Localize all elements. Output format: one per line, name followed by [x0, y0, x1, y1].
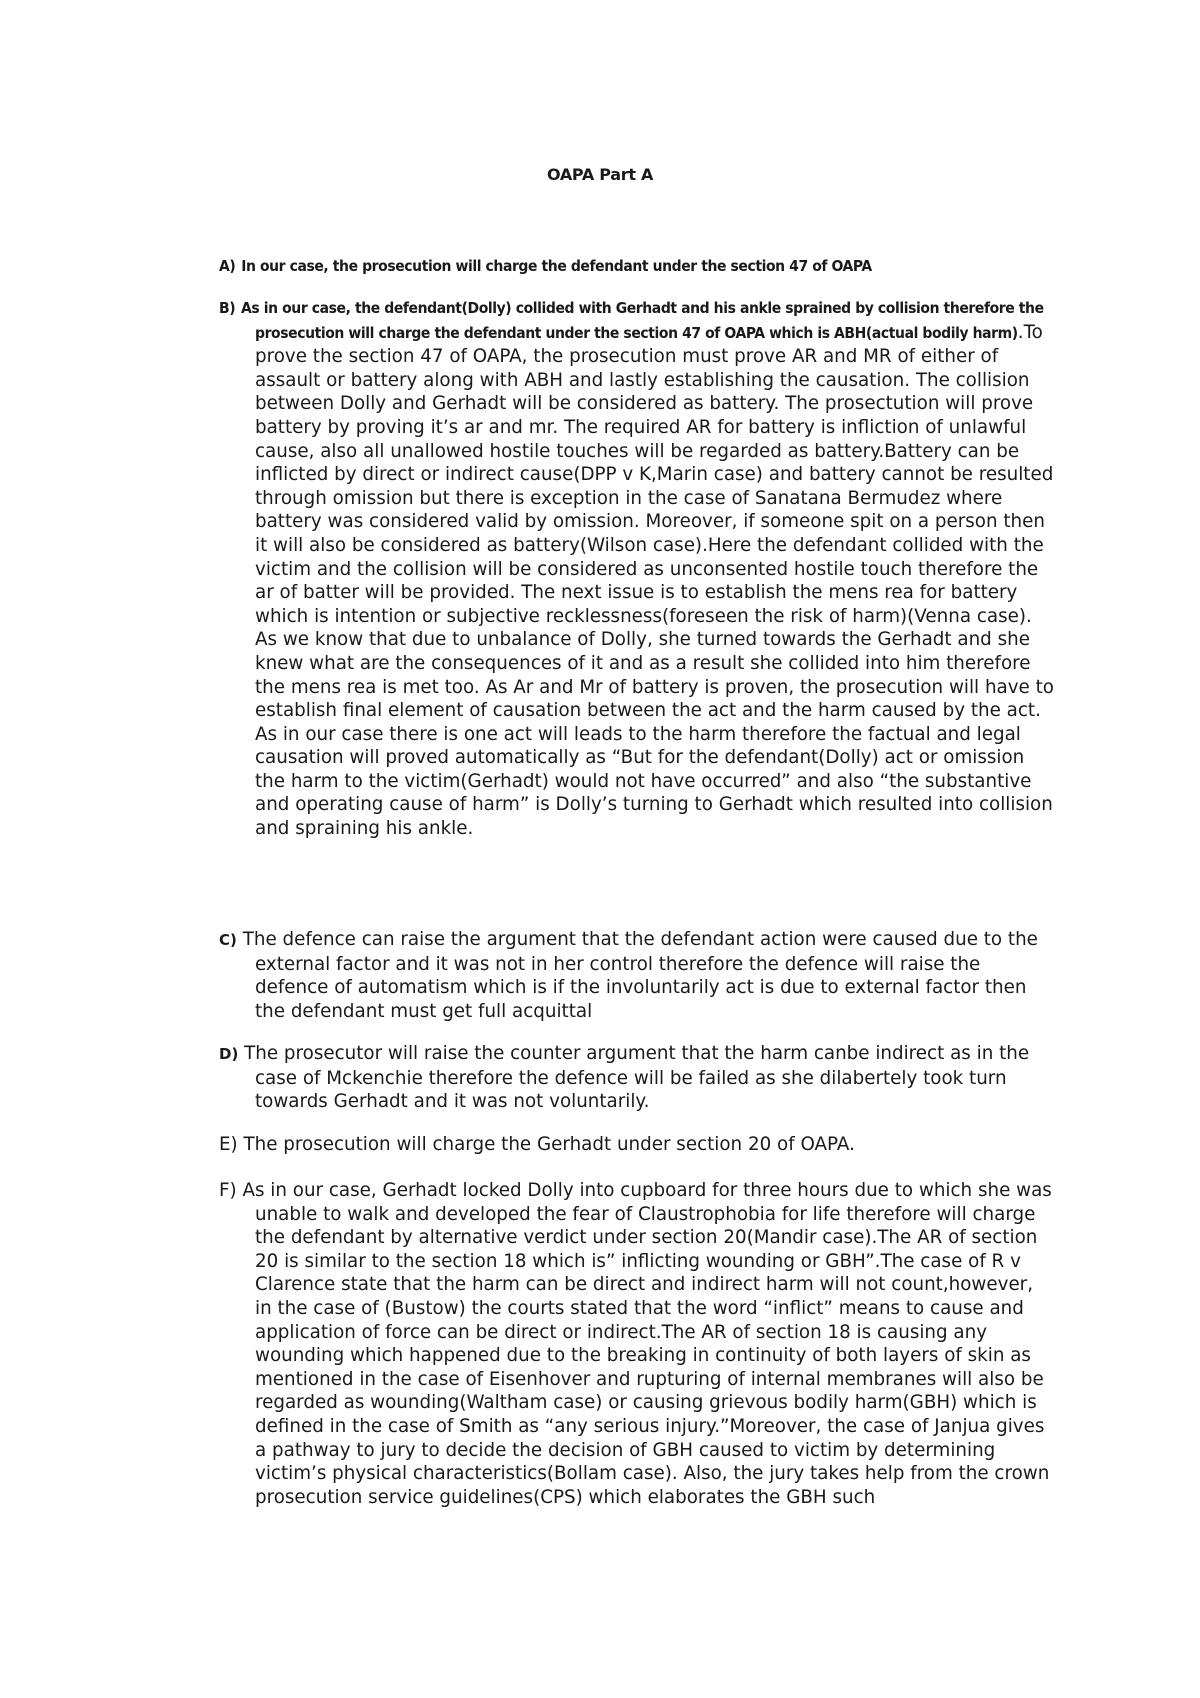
paragraph-d: [219, 1042, 1055, 1114]
paragraph-c-marker: C): [219, 931, 237, 949]
paragraph-e-marker: E): [219, 1134, 238, 1155]
document-title: OAPA Part A: [546, 165, 654, 184]
paragraph-d-marker: D): [219, 1045, 239, 1063]
paragraph-a: [219, 254, 1055, 279]
paragraph-b: [219, 296, 1055, 841]
paragraph-d-text: The prosecutor will raise the counter argument that the harm canbe indirect as in the case of Mckenchie therefore the defence will be failed as she dilabertely took turn towards Gerhadt and it was not voluntarily.: [244, 1043, 1030, 1113]
paragraph-a-marker: A): [219, 257, 236, 275]
paragraph-c: [219, 928, 1055, 1023]
paragraph-c-text: The defence can raise the argument that the defendant action were caused due to the external factor and it was not in her control therefore the defence will raise the defence of automatism which is if the involuntarily act is due to external factor then the defendant must get full acquittal: [242, 929, 1038, 1022]
paragraph-b-marker: B): [219, 299, 236, 317]
paragraph-f-marker: F): [219, 1180, 237, 1201]
paragraph-b-text: .To prove the section 47 of OAPA, the prosecution must prove AR and MR of either of assault or battery along with ABH and lastly establishing the causation. The collision between Dolly and Gerhadt will be considered as battery. The prosectution will prove battery by proving it’s ar and mr. The required AR for battery is infliction of unlawful cause, also all unallowed hostile touches will be regarded as battery.Battery can be inflicted by direct or indirect cause(DPP v K,Marin case) and battery cannot be resulted through omission but there is exception in the case of Sanatana Bermudez where battery was considered valid by omission. Moreover, if someone spit on a person then it will also be considered as battery(Wilson case).Here the defendant collided with the victim and the collision will be considered as unconsented hostile touch therefore the ar of batter will be provided. The next issue is to establish the mens rea for battery which is intention or subjective recklessness(foreseen the risk of harm)(Venna case). As we know that due to unbalance of Dolly, she turned towards the Gerhadt and she knew what are the consequences of it and as a result she collided into him therefore the mens rea is met too. As Ar and Mr of battery is proven, the prosecution will have to establish final element of causation between the act and the harm caused by the act. As in our case there is one act will leads to the harm therefore the factual and legal causation will proved automatically as “But for the defendant(Dolly) act or omission the harm to the victim(Gerhadt) would not have occurred” and also “the substantive and operating cause of harm” is Dolly’s turning to Gerhadt which resulted into collision and spraining his ankle.: [255, 321, 1054, 840]
paragraph-a-bold-text: In our case, the prosecution will charge the defendant under the section 47 of OAPA: [241, 257, 872, 275]
paragraph-f-text: As in our case, Gerhadt locked Dolly into cupboard for three hours due to which she was unable to walk and developed the fear of Claustrophobia for life therefore will charge the defendant by alternative verdict under section 20(Mandir case).The AR of section 20 is similar to the section 18 which is” inflicting wounding or GBH”.The case of R v Clarence state that the harm can be direct and indirect harm will not count,however, in the case of (Bustow) the courts stated that the word “inflict” means to cause and application of force can be direct or indirect.The AR of section 18 is causing any wounding which happened due to the breaking in continuity of both layers of skin as mentioned in the case of Eisenhover and rupturing of internal membranes will also be regarded as wounding(Waltham case) or causing grievous bodily harm(GBH) which is defined in the case of Smith as “any serious injury.”Moreover, the case of Janjua gives a pathway to jury to decide the decision of GBH caused to victim by determining victim’s physical characteristics(Bollam case). Also, the jury takes help from the crown prosecution service guidelines(CPS) which elaborates the GBH such: [242, 1180, 1052, 1508]
paragraph-e: [219, 1133, 1055, 1157]
paragraph-e-text: The prosecution will charge the Gerhadt under section 20 of OAPA.: [243, 1134, 855, 1155]
paragraph-f: [219, 1179, 1055, 1509]
paragraph-b-bold-text: As in our case, the defendant(Dolly) collided with Gerhadt and his ankle sprained by collision therefore the prosecution will charge the defendant under the section 47 of OAPA which is ABH(actual bodily harm): [241, 299, 1044, 342]
